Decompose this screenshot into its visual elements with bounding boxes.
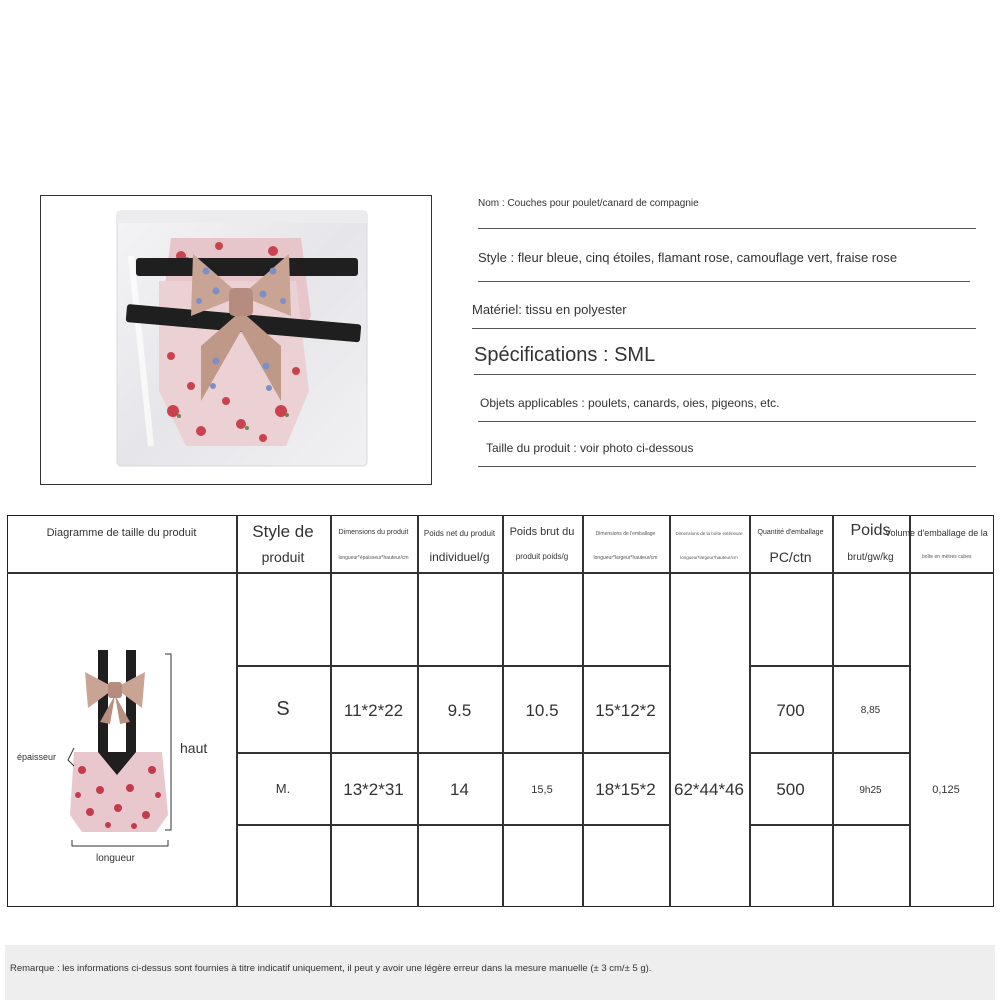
remark-text: Remarque : les informations ci-dessus sont fournies à titre indicatif uniquement, il peut y avoir une légère erreur dans la mesure manuelle (± 3 cm/± 5 g). — [10, 963, 652, 974]
header-volume: Volume d'emballage de la — [885, 528, 988, 538]
label-length: longueur — [96, 853, 135, 864]
product-styles: Style : fleur bleue, cinq étoiles, flamant rose, camouflage vert, fraise rose — [478, 250, 898, 265]
applicable-objects: Objets applicables : poulets, canards, oies, pigeons, etc. — [480, 396, 780, 410]
header-style: Style de — [252, 522, 314, 541]
header-gross-weight: Poids brut du — [509, 526, 575, 538]
packaged-diaper-image — [41, 196, 431, 484]
header-packaging-dimensions: Dimensions de l'emballage — [595, 531, 656, 537]
product-photo-frame — [40, 195, 432, 485]
divider — [478, 228, 976, 229]
product-size-note: Taille du produit : voir photo ci-dessous — [486, 441, 694, 455]
divider — [478, 281, 970, 282]
row-s-quantity: 700 — [776, 701, 805, 720]
label-thickness: épaisseur — [17, 752, 57, 762]
row-m-net-weight: 14 — [450, 780, 469, 799]
box-volume: 0,125 — [932, 784, 960, 796]
product-specifications: Spécifications : SML — [474, 344, 656, 366]
divider — [478, 421, 976, 422]
row-s-style: S — [276, 698, 290, 720]
header-net-weight: Poids net du produit — [423, 529, 496, 538]
header-quantity: Quantité d'emballage — [757, 529, 824, 536]
header-outer-box-dimensions: Dimensions de la boîte extérieure — [675, 531, 743, 536]
product-material: Matériel: tissu en polyester — [472, 302, 627, 317]
label-height: haut — [180, 740, 208, 756]
divider — [478, 466, 976, 467]
row-m-quantity: 500 — [776, 780, 805, 799]
row-m-packaging: 18*15*2 — [595, 780, 656, 799]
header-dimensions: Dimensions du produit — [338, 529, 409, 536]
row-s-net-weight: 9.5 — [447, 701, 472, 720]
row-m-weight-kg: 9h25 — [859, 785, 882, 796]
row-m-dimensions: 13*2*31 — [343, 780, 404, 799]
product-name: Nom : Couches pour poulet/canard de compagnie — [478, 198, 699, 209]
row-s-gross-weight: 10.5 — [525, 701, 559, 720]
header-gross-kg: Poids — [850, 522, 891, 539]
divider — [474, 374, 976, 375]
table-header-divider — [7, 572, 994, 574]
row-s-weight-kg: 8,85 — [860, 705, 881, 716]
row-m-style: M. — [275, 781, 291, 796]
row-m-gross-weight: 15,5 — [531, 784, 553, 796]
row-s-dimensions: 11*2*22 — [343, 701, 404, 720]
outer-box-dimensions: 62*44*46 — [674, 780, 744, 799]
header-diagram: Diagramme de taille du produit — [46, 527, 197, 539]
row-s-packaging: 15*12*2 — [595, 701, 656, 720]
divider — [472, 328, 976, 329]
